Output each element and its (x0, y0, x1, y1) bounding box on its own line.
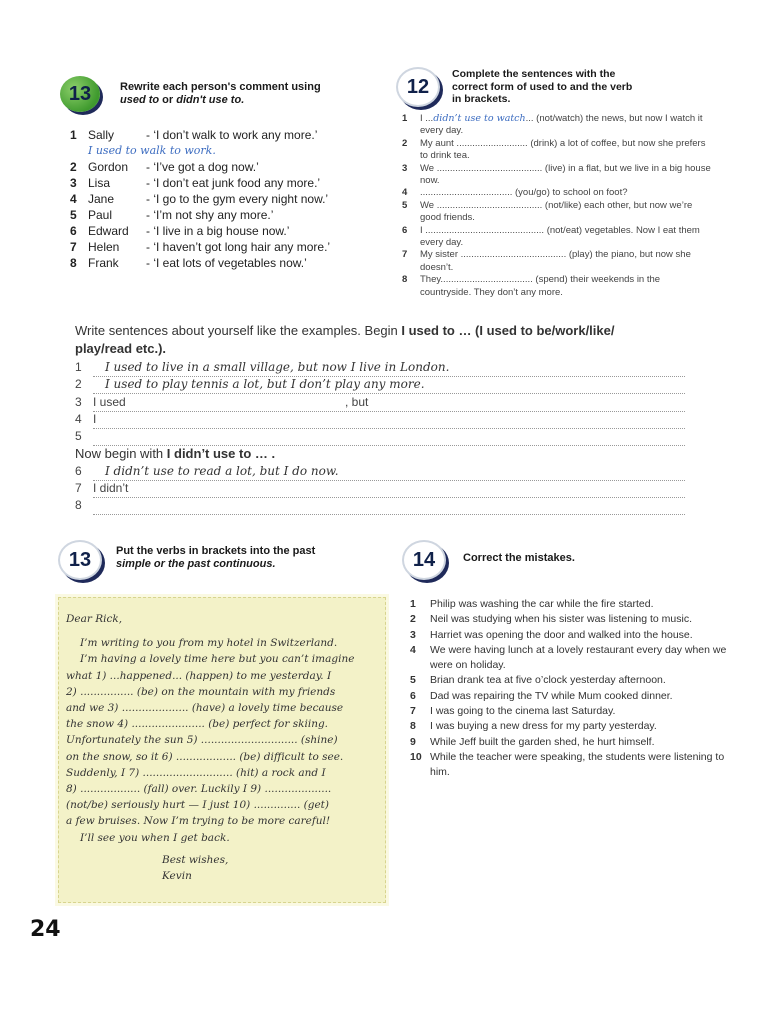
list-item (410, 689, 730, 704)
answer-line-2[interactable] (75, 377, 685, 394)
item-name: Gordon (88, 160, 129, 174)
item-text: I was going to the cinema last Saturday. (430, 705, 616, 718)
handwritten-answer: I used to play tennis a lot, but I don’t play any more. (105, 377, 425, 391)
line-number: 3 (75, 395, 82, 409)
item-text: ................................... (you/go) to school on foot? (420, 187, 628, 199)
item-text-suffix: ... (not/watch) the news, but now I watch it every day. (420, 113, 703, 137)
instruction-line-3: in brackets. (452, 93, 511, 105)
letter-line: what 1) ...happened... (happen) to me yesterday. I (66, 669, 332, 682)
item-name: Jane (88, 192, 115, 206)
exercise-14-badge (402, 540, 446, 580)
item-comment: - ‘I live in a big house now.’ (146, 224, 290, 238)
item-number: 6 (70, 224, 77, 238)
letter-line: I’m having a lovely time here but you can’t imagine (80, 653, 355, 666)
handwritten-answer: didn’t use to watch (433, 113, 526, 124)
letter-line: Suddenly, I 7) ........................... (hit) a rock and I (66, 766, 326, 779)
item-comment: - ‘I haven’t got long hair any more.’ (146, 240, 331, 254)
handwritten-answer: I used to live in a small village, but now I live in London. (105, 360, 450, 374)
page-number: 24 (30, 917, 61, 942)
list-item (410, 704, 730, 719)
line-number: 6 (75, 464, 82, 478)
answer-line-8[interactable] (75, 498, 685, 515)
list-item (410, 719, 730, 734)
item-comment: - ‘I’m not shy any more.’ (146, 208, 274, 222)
exercise-13-instruction (120, 81, 395, 107)
item-name: Paul (88, 208, 113, 222)
item-comment: - ‘I don’t eat junk food any more.’ (146, 176, 321, 190)
list-item (410, 750, 730, 781)
list-item (70, 191, 400, 207)
list-item (70, 175, 400, 191)
item-text: We were having lunch at a lovely restaurant every day when we were on holiday. (430, 643, 727, 672)
item-number: 7 (70, 240, 77, 254)
instruction-bold: I used to … (I used to be/work/like/ (401, 323, 615, 338)
answer-line-7[interactable] (75, 481, 685, 498)
list-item (402, 113, 712, 138)
letter-text (66, 611, 376, 884)
subinstruction (75, 446, 275, 461)
item-text-prefix: I ... (420, 113, 434, 124)
subinstruction-bold: I didn’t use to … . (166, 446, 276, 461)
line-number: 7 (75, 481, 82, 495)
instruction-text: Write sentences about yourself like the examples. Begin (75, 323, 402, 338)
letter-line: a few bruises. Now I’m trying to be more careful! (66, 815, 331, 828)
item-comment: - ‘I go to the gym every night now.’ (146, 192, 329, 206)
item-comment: - ‘I eat lots of vegetables now.’ (146, 256, 307, 270)
exercise-number: 12 (406, 75, 430, 98)
item-name: Frank (88, 256, 119, 270)
example-answer: I used to walk to work. (88, 144, 216, 157)
item-text: They................................... (spend) their weekends in the countryside. They don’t any more. (420, 274, 661, 298)
example-answer-row (70, 143, 400, 159)
item-number: 6 (410, 689, 416, 702)
handwritten-answer: I didn’t use to read a lot, but I do now. (105, 464, 339, 478)
item-number: 4 (70, 192, 77, 206)
line-prompt-but: , but (345, 395, 369, 409)
item-number: 8 (70, 256, 77, 270)
letter-line: I’ll see you when I get back. (80, 831, 230, 844)
instruction-line-2 (120, 94, 395, 107)
item-number: 1 (70, 128, 77, 142)
item-number: 1 (402, 113, 408, 124)
letter-greeting: Dear Rick, (66, 613, 123, 625)
list-item (70, 223, 400, 239)
item-number: 1 (410, 598, 416, 610)
letter-line: on the snow, so it 6) .................. (be) difficult to see. (66, 750, 344, 763)
answer-line-5[interactable] (75, 429, 685, 446)
item-number: 10 (410, 750, 422, 763)
item-comment: - ‘I don’t walk to work any more.’ (146, 128, 318, 142)
item-number: 3 (70, 176, 77, 190)
instruction-bold-continued: play/read etc.). (75, 341, 167, 356)
exercise-12-badge (396, 67, 440, 107)
list-item (70, 159, 400, 175)
list-item (410, 643, 730, 674)
item-number: 4 (410, 643, 416, 656)
list-item (410, 735, 730, 750)
instruction-line-2: correct form of used to and the verb (452, 80, 633, 93)
letter-spacer (66, 627, 376, 635)
item-number: 8 (410, 720, 416, 733)
item-text: Dad was repairing the TV while Mum cooked dinner. (430, 689, 673, 702)
letter-line: and we 3) .................... (have) a lovely time because (66, 702, 344, 715)
letter-line: I’m writing to you from my hotel in Switzerland. (80, 637, 338, 650)
list-item (70, 255, 400, 271)
line-number: 1 (75, 360, 82, 374)
item-text: Philip was washing the car while the fire started. (430, 598, 654, 610)
item-text: We ........................................ (not/like) each other, but now we’re good friends. (420, 199, 693, 224)
item-text: We ........................................ (live) in a flat, but we live in a big house now. (420, 162, 711, 187)
list-item (402, 200, 712, 225)
item-name: Edward (88, 224, 129, 238)
item-number: 5 (410, 674, 416, 687)
line-prompt: I used (93, 395, 126, 409)
item-text: My aunt ........................... (drink) a lot of coffee, but now she prefers to drink tea. (420, 137, 706, 162)
exercise-number: 14 (412, 548, 436, 571)
line-prompt: I didn’t (93, 481, 129, 495)
letter-signature: Kevin (162, 870, 192, 883)
item-number: 4 (402, 187, 408, 199)
subinstruction-text: Now begin with (75, 446, 167, 461)
exercise-12-instruction (452, 68, 722, 106)
exercise-12-list (402, 113, 712, 299)
exercise-number: 13 (68, 548, 92, 571)
list-item (410, 612, 730, 627)
list-item (410, 673, 730, 688)
item-text: I was buying a new dress for my party yesterday. (430, 720, 657, 733)
instruction-term-didnt-use-to: didn't use to. (176, 94, 245, 106)
line-number: 5 (75, 429, 82, 443)
answer-line-6[interactable] (75, 464, 685, 481)
item-number: 5 (70, 208, 77, 222)
list-item (70, 207, 400, 223)
list-item (402, 225, 712, 250)
list-item (70, 127, 400, 143)
answer-line-4[interactable] (75, 412, 685, 429)
letter-line: (not/be) seriously hurt — I just 10) .............. (get) (66, 799, 329, 812)
item-text: Harriet was opening the door and walked into the house. (430, 628, 693, 641)
answer-line-3[interactable] (75, 395, 685, 412)
exercise-number: 13 (68, 82, 92, 105)
line-prompt: I (93, 412, 97, 426)
item-text: Neil was studying when his sister was listening to music. (430, 613, 693, 626)
list-item (402, 274, 712, 299)
exercise-13b-badge (58, 540, 102, 580)
item-name: Sally (88, 128, 115, 142)
item-number: 3 (402, 162, 408, 174)
list-item (70, 239, 400, 255)
item-number: 7 (410, 705, 416, 718)
item-number: 2 (410, 613, 416, 626)
item-number: 9 (410, 735, 416, 748)
exercise-13-list (70, 127, 400, 271)
item-number: 2 (70, 160, 77, 174)
list-item (410, 597, 730, 612)
instruction-line-1: Rewrite each person's comment using (120, 81, 321, 93)
list-item (402, 187, 712, 199)
instruction-line-1: Complete the sentences with the (452, 68, 616, 80)
exercise-14-instruction: Correct the mistakes. (463, 552, 575, 564)
item-number: 3 (410, 628, 416, 641)
item-text: My sister ........................................ (play) the piano, but now she doesn’t. (420, 249, 691, 273)
item-number: 8 (402, 274, 408, 286)
answer-line-1[interactable] (75, 360, 685, 377)
list-item (410, 628, 730, 643)
item-number: 6 (402, 224, 408, 236)
write-about-yourself-instruction (75, 322, 685, 358)
letter-line: 8) .................. (fall) over. Luckily I 9) .................... (66, 783, 332, 796)
instruction-line-1: Put the verbs in brackets into the past (116, 545, 316, 557)
exercise-13b-instruction (116, 545, 396, 571)
line-number: 8 (75, 498, 82, 512)
instruction-line-2 (116, 558, 396, 571)
exercise-13-badge (60, 76, 100, 112)
item-text: Brian drank tea at five o’clock yesterday afternoon. (430, 674, 666, 687)
letter-signoff: Best wishes, (162, 853, 229, 866)
list-item (402, 249, 712, 274)
instruction-term-used-to: used to (120, 94, 160, 106)
list-item (402, 138, 712, 163)
item-name: Lisa (88, 176, 111, 190)
item-text: While Jeff built the garden shed, he hurt himself. (430, 735, 655, 748)
item-text (420, 113, 712, 138)
item-comment: - ‘I’ve got a dog now.’ (146, 160, 259, 174)
exercise-14-list (410, 597, 730, 781)
item-number: 5 (402, 199, 408, 211)
letter-line: 2) ................ (be) on the mountain with my friends (66, 685, 336, 698)
letter-line: Unfortunately the sun 5) ............................. (shine) (66, 734, 338, 747)
item-name: Helen (88, 240, 120, 254)
dotted-line (93, 393, 685, 394)
instruction-connector: or (159, 94, 177, 106)
letter-line: the snow 4) ...................... (be) perfect for skiing. (66, 718, 329, 731)
dotted-line (93, 514, 685, 515)
line-number: 4 (75, 412, 82, 426)
line-number: 2 (75, 377, 82, 391)
list-item (402, 163, 712, 188)
item-text: I ............................................. (not/eat) vegetables. Now I eat them every day. (420, 224, 700, 249)
item-number: 2 (402, 137, 408, 149)
item-number: 7 (402, 249, 408, 261)
item-text: While the teacher were speaking, the students were listening to him. (430, 750, 725, 779)
instruction-line-2-text: simple or the past continuous. (116, 558, 276, 570)
